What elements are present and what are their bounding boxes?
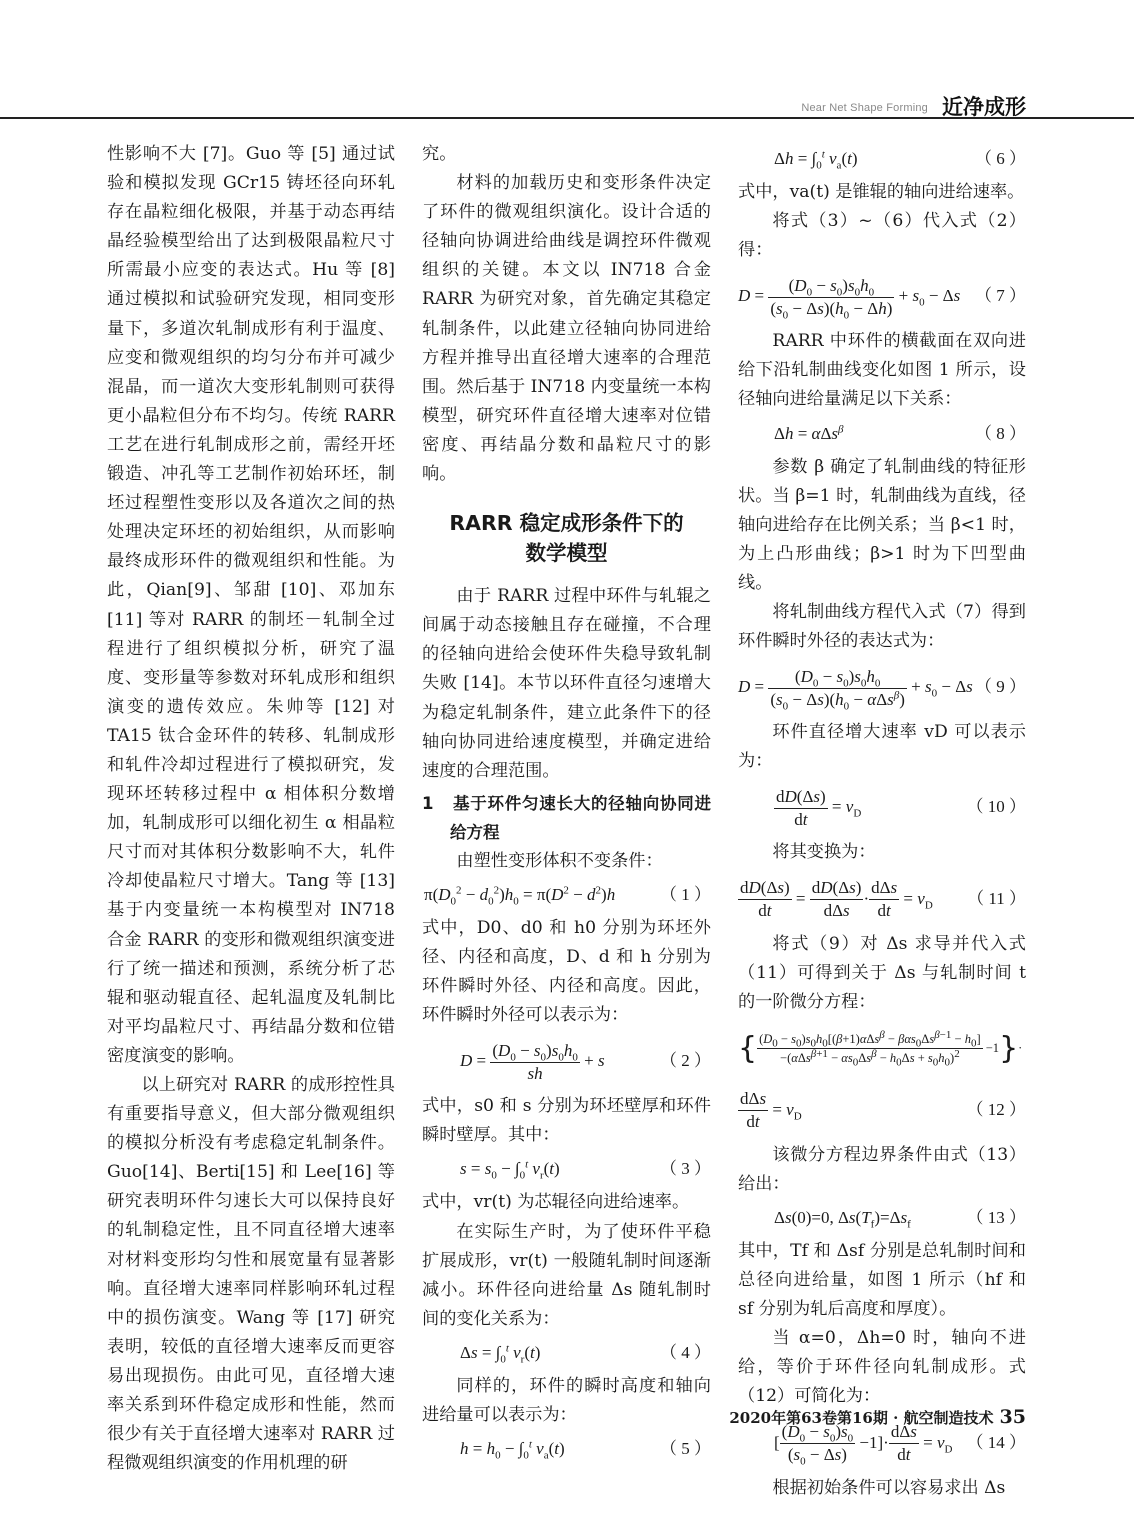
paragraph: 由塑性变形体积不变条件：: [456, 850, 663, 871]
equation-12-bracket: { $\frac{(D_0 - s_0)s_0h_0[(\beta+1)\alpha\Delta s^\beta - \beta\alpha s_0\Delta s^{\beta-1} - h_0]}{-(\alpha\Delta s^{\beta+1} - \alpha s_0\Delta s^\beta - h_0\Delta s + s_0h_0)^2}$ −1}·: [738, 1029, 1023, 1069]
equation-number: （ 5 ）: [660, 1439, 711, 1459]
paragraph: 将式（3）~（6）代入式（2）得：: [738, 211, 1026, 261]
equation-number: （ 14 ）: [966, 1432, 1026, 1452]
equation-number: （ 4 ）: [660, 1342, 711, 1362]
paragraph: 由于 RARR 过程中环件与轧辊之间属于动态接触且存在碰撞，不合理的径轴向进给会使环件失稳导致轧制失败 [14]。本节以环件直径匀速增大为稳定轧制条件，建立此条件下的径轴向协同进给速度模型，并确定进给速度的合理范围。: [422, 586, 711, 781]
paragraph: 究。: [422, 144, 457, 164]
journal-name-cn: 近净成形: [942, 95, 1026, 119]
paragraph: 式中，va(t) 是锥辊的轴向进给速率。: [738, 182, 1025, 202]
equation-number: （ 12 ）: [966, 1099, 1026, 1119]
footer-journal: 2020年第63卷第16期 · 航空制造技术: [729, 1409, 994, 1427]
equation-6: $\Delta h = \int_0^t$ $v_a(t)$ （ 6 ）: [738, 140, 1026, 178]
paragraph: 当 α=0，Δh=0 时，轴向不进给，等价于环件径向轧制成形。式（12）可简化为：: [738, 1328, 1026, 1407]
equation-14: [ $\frac{(D_0 - s_0)s_0}{(s_0 - \Delta s)}$ −1]· $\frac{\text{dΔs}}{dt}$ = $v_D$ （ 14 ）: [738, 1412, 1026, 1474]
equation-number: （ 11 ）: [967, 888, 1026, 908]
equation-number: （ 10 ）: [966, 797, 1026, 817]
paragraph: 以上研究对 RARR 的成形控性具有重要指导意义，但大部分微观组织的模拟分析没有考虑稳定轧制条件。Guo[14]、Berti[15] 和 Lee[16] 等研究表明环件匀速长大可以保持良好的轧制稳定性，且不同直径增大速率对材料变形均匀性和展宽量有显著影响。直径增大速率同样影响环轧过程中的损伤演变。Wang 等 [17] 研究表明，较低的直径增大速率反而更容易出现损伤。由此可见，直径增大速率关系到环件稳定成形和性能，然而很少有关于直径增大速率对 RARR 过程微观组织演变的作用机理的研: [107, 1075, 395, 1474]
paragraph: 将式（9）对 Δs 求导并代入式（11）可得到关于 Δs 与轧制时间 t 的一阶微分方程：: [738, 933, 1026, 1012]
column-right: [738, 140, 1026, 1503]
section-title-line: 数学模型: [525, 541, 608, 566]
equation-number: （ 8 ）: [975, 423, 1026, 443]
subsection-text: 基于环件匀速长大的径轴向协同进给方程: [450, 793, 712, 842]
equation-number: （ 3 ）: [660, 1159, 711, 1179]
journal-name-en: Near Net Shape Forming: [801, 102, 928, 114]
equation-8: Δh = αΔs$^\beta$ （ 8 ）: [738, 415, 1026, 453]
paragraph: 性影响不大 [7]。Guo 等 [5] 通过试验和模拟发现 GCr15 铸坯径向环轧存在晶粒细化极限，并基于动态再结晶经验模型给出了达到极限晶粒尺寸所需最小应变的表达式。Hu 等 [8] 通过模拟和试验研究发现，相同变形量下，多道次轧制成形有利于温度、应变和微观组织的均匀分布并可减少混晶，而一道次大变形轧制则可获得更小晶粒但分布不均匀。传统 RARR 工艺在进行轧制成形之前，需经开坯锻造、冲孔等工艺制作初始环坯，制坯过程塑性变形以及各道次之间的热处理决定环坯的初始组织，从而影响最终成形环件的微观组织和性能。为此，Qian[9]、邹甜 [10]、邓加东 [11] 等对 RARR 的制坯－轧制全过程进行了组织模拟分析，研究了温度、变形量等参数对环轧成形和组织演变的遗传效应。朱帅等 [12] 对 TA15 钛合金环件的转移、轧制成形和轧件冷却过程进行了模拟研究，发现环坯转移过程中 α 相体积分数增加，轧制成形可以细化初生 α 相晶粒尺寸而对其体积分数影响不大，轧件冷却使晶粒尺寸增大。Tang 等 [13] 基于内变量统一本构模型对 IN718 合金 RARR 的变形和微观组织演变进行了统一描述和预测，系统分析了芯辊和驱动辊直径、起轧温度及轧制比对平均晶粒尺寸、再结晶分数和位错密度演变的影响。: [107, 144, 395, 1066]
page-number: 35: [999, 1406, 1026, 1428]
equation-2: D = $\frac{(D_0 - s_0)s_0h_0}{sh}$ + s （ 2 ）: [422, 1030, 711, 1092]
equation-number: （ 9 ）: [975, 677, 1026, 697]
paragraph: 根据初始条件可以容易求出 Δs: [772, 1477, 1006, 1498]
paragraph: 将其变换为：: [772, 842, 876, 863]
equation-11: $\frac{dD(\Delta s)}{dt}$ = $\frac{dD(\Delta s)}{\text{dΔs}}$ · $\frac{\text{dΔs}}{dt}$ = $v_D$ （ 11 ）: [738, 868, 1026, 930]
section-title-line: RARR 稳定成形条件下的: [449, 511, 684, 536]
paragraph: 同样的，环件的瞬时高度和轴向进给量可以表示为：: [422, 1375, 711, 1425]
section-title: [422, 508, 711, 568]
equation-5: $h = h_0 - \int_0^t$ $v_a(t)$ （ 5 ）: [422, 1430, 711, 1468]
equation-7: D = $\frac{(D_0 - s_0)s_0h_0}{(s_0 - \Delta s)(h_0 - \Delta h)}$ + $s_0 - \Delta s$ （ 7 ）: [738, 265, 1026, 327]
paragraph: 式中，s0 和 s 分别为环坯壁厚和环件瞬时壁厚。其中：: [422, 1096, 711, 1146]
equation-9: D = $\frac{(D_0 - s_0)s_0h_0}{(s_0 - \Delta s)(h_0 - \alpha\Delta s^\beta)}$ + $s_0 - \Delta s$ （ 9 ）: [738, 656, 1026, 718]
page-footer: [729, 1406, 1026, 1428]
paragraph: 该微分方程边界条件由式（13）给出：: [738, 1144, 1026, 1194]
paragraph: RARR 中环件的横截面在双向进给下沿轧制曲线变化如图 1 所示，设径轴向进给量满足以下关系：: [738, 331, 1026, 410]
equation-13: Δs(0)=0, $\Delta s(T_f)=\Delta s_f$ （ 13 ）: [738, 1199, 1026, 1237]
equation-3: $s = s_0 - \int_0^t$ $v_r(t)$ （ 3 ）: [422, 1150, 711, 1188]
paragraph: 参数 β 确定了轧制曲线的特征形状。当 β=1 时，轧制曲线为直线，径轴向进给存在比例关系；当 β<1 时，为上凸形曲线；β>1 时为下凹型曲线。: [738, 456, 1026, 593]
equation-number: （ 2 ）: [660, 1051, 711, 1071]
equation-number: （ 1 ）: [660, 884, 711, 904]
equation-10: $\frac{dD(\Delta s)}{dt}$ = $v_D$ （ 10 ）: [738, 776, 1026, 838]
paragraph: 其中，Tf 和 Δsf 分别是总轧制时间和总径向进给量，如图 1 所示（hf 和 sf 分别为轧后高度和厚度）。: [738, 1240, 1026, 1320]
subsection-title: [422, 789, 711, 847]
equation-4: $\Delta s = \int_0^t$ $v_r(t)$ （ 4 ）: [422, 1334, 711, 1372]
paragraph: 式中，vr(t) 为芯辊径向进给速率。: [422, 1192, 690, 1213]
paragraph: 将轧制曲线方程代入式（7）得到环件瞬时外径的表达式为：: [738, 602, 1026, 652]
equation-1: $\pi(D_0^2 - d_0^2)h_0 = \pi(D^2 - d^2)h$ （ 1 ）: [422, 876, 711, 914]
subsection-number: 1: [422, 793, 434, 813]
paragraph: 环件直径增大速率 vD 可以表示为：: [738, 722, 1026, 772]
column-middle: [422, 140, 711, 1468]
column-left: [107, 140, 395, 1478]
equation-12: $\frac{\text{dΔs}}{dt}$ = $v_D$ （ 12 ）: [738, 1079, 1026, 1141]
equation-number: （ 7 ）: [975, 286, 1026, 306]
paragraph: 在实际生产时，为了使环件平稳扩展成形，vr(t) 一般随轧制时间逐渐减小。环件径向进给量 Δs 随轧制时间的变化关系为：: [422, 1221, 711, 1329]
equation-number: （ 13 ）: [966, 1207, 1026, 1227]
paragraph: 式中，D0、d0 和 h0 分别为环坯外径、内径和高度，D、d 和 h 分别为环件瞬时外径、内径和高度。因此，环件瞬时外径可以表示为：: [422, 917, 711, 1026]
equation-number: （ 6 ）: [975, 149, 1026, 168]
paragraph: 材料的加载历史和变形条件决定了环件的微观组织演化。设计合适的径轴向协调进给曲线是调控环件微观组织的关键。本文以 IN718 合金 RARR 为研究对象，首先确定其稳定轧制条件，以此建立径轴向协同进给方程并推导出直径增大速率的合理范围。然后基于 IN718 内变量统一本构模型，研究环件直径增大速率对位错密度、再结晶分数和晶粒尺寸的影响。: [422, 173, 711, 485]
